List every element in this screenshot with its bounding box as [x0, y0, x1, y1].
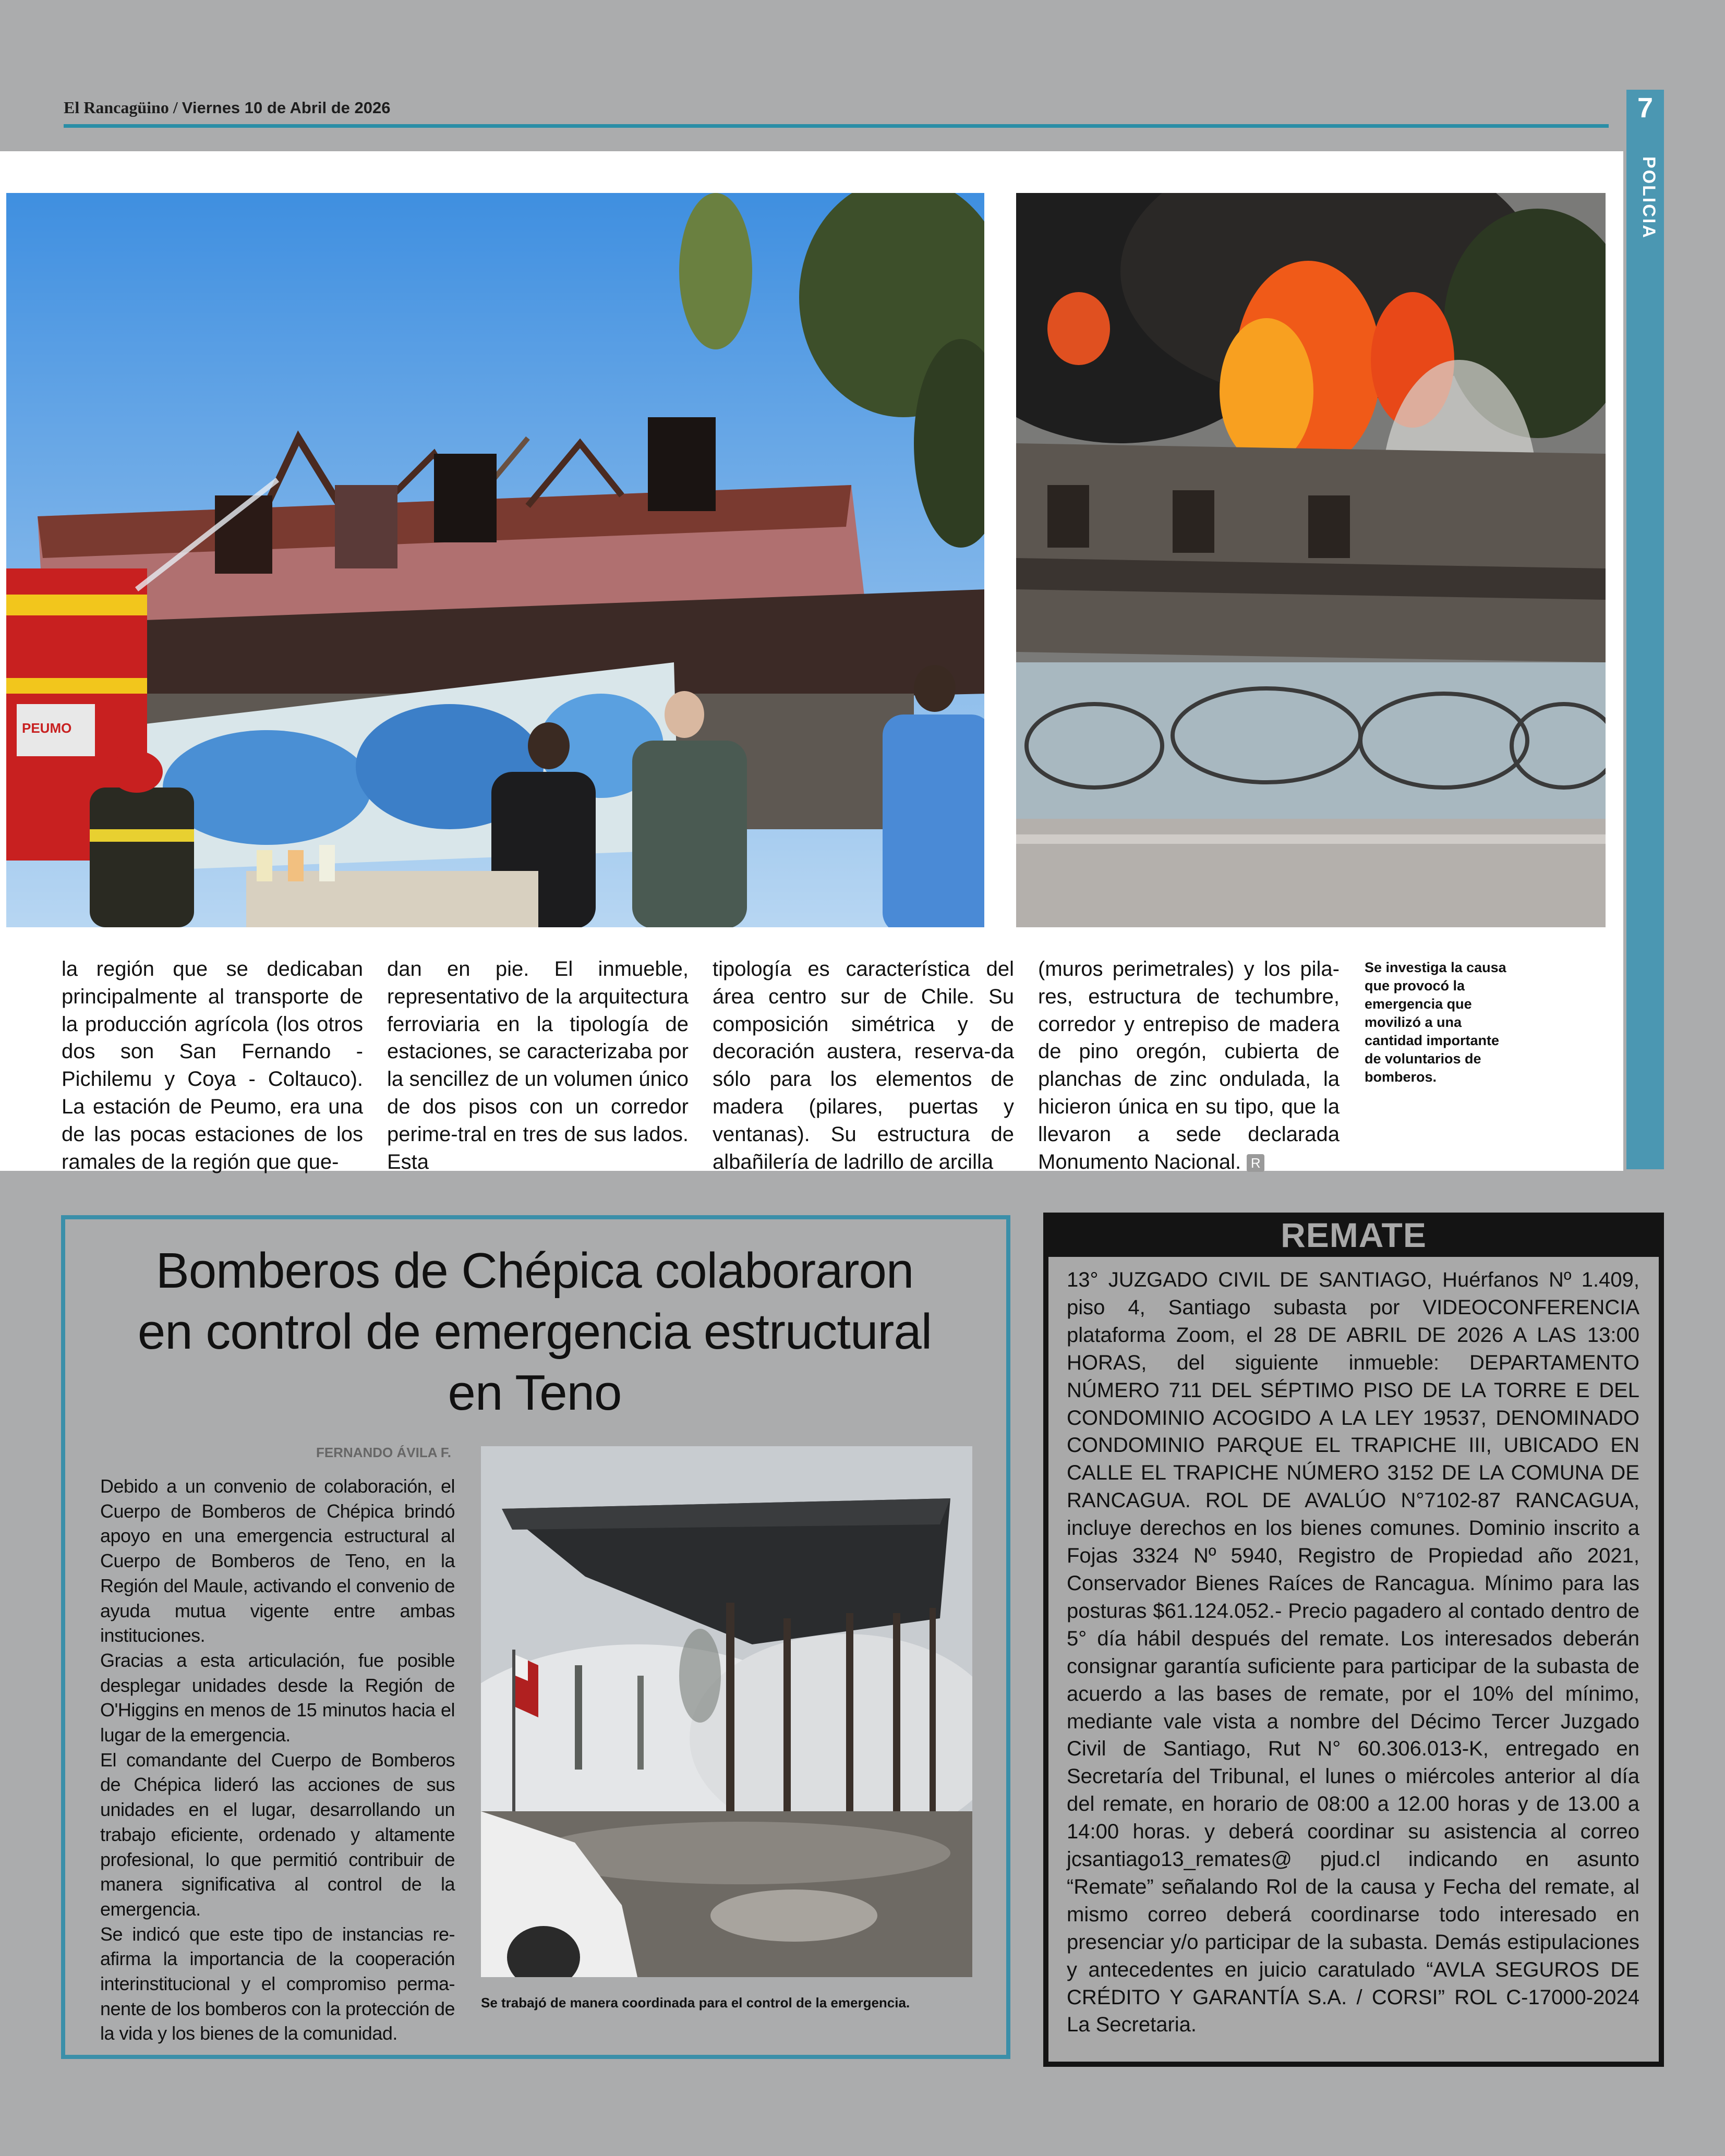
- section-label: POLICIA: [1639, 156, 1659, 239]
- top-story-column-3: tipología es característica del área centro sur de Chile. Su composición simétrica y de decoración austera, reserva-da sólo para los elementos de madera (pilares, puertas y ventanas). Su estructura de albañilería de ladrillo de arcilla: [713, 958, 1014, 1173]
- end-mark-icon: R: [1247, 1154, 1264, 1172]
- remate-title: REMATE: [1281, 1216, 1427, 1254]
- top-story-column-4: [1038, 955, 1340, 1176]
- top-photo-caption: Se investiga la causa que provocó la emergencia que movilizó a una cantidad importante de voluntarios de bomberos.: [1365, 960, 1506, 1085]
- newspaper-header: [64, 98, 391, 117]
- publication-name: El Rancagüino /: [64, 98, 178, 117]
- photo-teno-emergency: [481, 1446, 972, 1977]
- article-paragraph: El comandante del Cuerpo de Bomberos de Chépica lideró las acciones de sus unidades en el lugar, desarrollando un trabajo eficiente, ordenado y altamente profesional, lo que permitió contribuir de manera significativa al control de la emergencia.: [100, 1749, 455, 1920]
- article-byline: FERNANDO ÁVILA F.: [316, 1445, 451, 1460]
- article-paragraph: Debido a un convenio de colaboración, el Cuerpo de Bomberos de Chépica brindó apoyo en una emergencia estructural al Cuerpo de Bomberos de Teno, en la Región del Maule, activando el convenio de ayuda mutua vigente entre ambas instituciones.: [100, 1475, 455, 1646]
- header-rule: [64, 124, 1609, 128]
- article-paragraph: Se indicó que este tipo de instancias re-afirma la importancia de la cooperación interinstitucional y el compromiso perma-nente de los bomberos con la protección de la vida y los bienes de la comunidad.: [100, 1923, 455, 2044]
- truck-label: PEUMO: [22, 720, 72, 736]
- photo-burned-station: [6, 193, 984, 927]
- article-headline: Bomberos de Chépica colaboraron en control de emergencia estructural en Teno: [137, 1243, 932, 1421]
- page-number: 7: [1637, 92, 1654, 124]
- article-paragraph: Gracias a esta articulación, fue posible desplegar unidades desde la Región de O'Higgins en menos de 15 minutos hacia el lugar de la emergencia.: [100, 1649, 455, 1746]
- remate-text: 13° JUZGADO CIVIL DE SANTIAGO, Huérfanos Nº 1.409, piso 4, Santiago subasta por VIDEOCONFERENCIA plataforma Zoom, el 28 DE ABRIL DE 2026 A LAS 13:00 HORAS, del siguiente inmueble: DEPARTAMENTO NÚMERO 711 DEL SÉPTIMO PISO DE LA TORRE E DEL CONDOMINIO ACOGIDO A LA LEY 19537, DENOMINADO CONDOMINIO PARQUE EL TRAPICHE III, UBICADO EN CALLE EL TRAPICHE NÚMERO 3152 DE LA COMUNA DE RANCAGUA. ROL DE AVALÚO N°7102-87 RANCAGUA, incluye derechos en los bienes comunes. Dominio inscrito a Fojas 3324 Nº 5940, Registro de Propiedad año 2021, Conservador Bienes Raíces de Rancagua. Mínimo para las posturas $61.124.052.- Precio pagadero al contado dentro de 5° día hábil después del remate. Los interesados deberán consignar garantía suficiente para participar de la subasta de acuerdo a las bases de remate, por el 10% del mínimo, mediante vale vista a nombre del Décimo Tercer Juzgado Civil de Santiago, Rut N° 60.306.013-K, entregado en Secretaría del Tribunal, el lunes o miércoles anterior al día del remate, en horario de 08:00 a 12.00 horas y de 13.00 a 14:00 horas. y deberá coordinar su asistencia al correo jcsantiago13_remates@ pjud.cl indicando en asunto “Remate” señalando Rol de la causa y Fecha del remate, al mismo correo deberá coordinarse todo interesado en presenciar y/o participar de la subasta. Demás estipulaciones y antecedentes en juicio caratulado “AVLA SEGUROS DE CRÉDITO Y GARANTÍA S.A. / CORSI” ROL C-17000-2024 La Secretaria.: [1067, 1268, 1639, 2037]
- top-story-column-2: dan en pie. El inmueble, representativo de la arquitectura ferroviaria en la tipología de estaciones, se caracterizaba por la sencillez de un volumen único de dos pisos con un corredor perime-tral en tres de sus lados. Esta: [387, 958, 689, 1173]
- article-photo-caption: Se trabajó de manera coordinada para el control de la emergencia.: [481, 1995, 910, 2010]
- page-tab: [1626, 90, 1664, 1169]
- station-fire-illustration: [1016, 193, 1606, 927]
- burned-station-illustration: [6, 193, 984, 927]
- top-story-column-1: la región que se dedicaban principalmente al transporte de la producción agrícola (los otros dos son San Fernando - Pichilemu y Coya - Coltauco). La estación de Peumo, era una de las pocas estaciones de los ramales de la región que que-: [62, 958, 363, 1173]
- article-body: [100, 1474, 455, 2046]
- publication-date: Viernes 10 de Abril de 2026: [182, 99, 391, 117]
- photo-station-fire: [1016, 193, 1606, 927]
- top-story-column-4-text: (muros perimetrales) y los pila-res, estructura de techumbre, corredor y entrepiso de madera de pino oregón, cubierta de planchas de zinc ondulada, la hicieron única en su tipo, que la llevaron a sede declarada Monumento Nacional.: [1038, 958, 1340, 1173]
- teno-emergency-illustration: [481, 1446, 972, 1977]
